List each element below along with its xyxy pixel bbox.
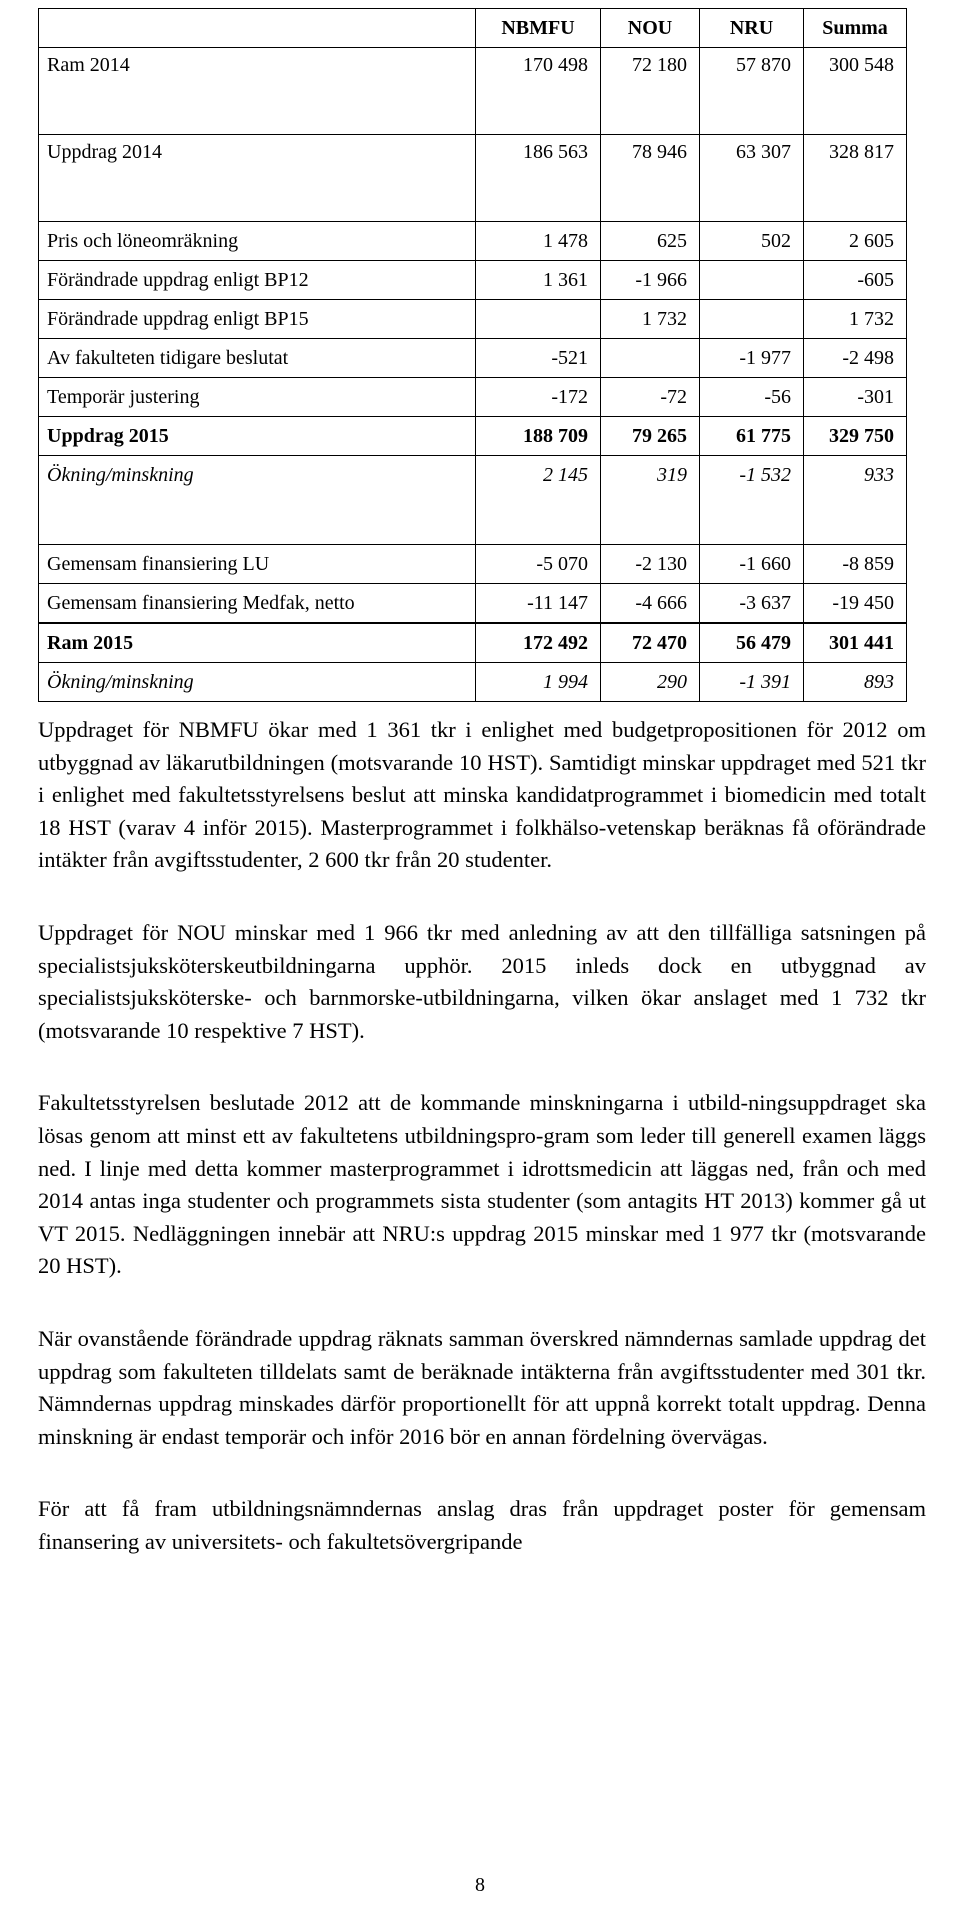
cell-nru: -1 391: [700, 663, 804, 702]
cell-nou: -2 130: [601, 545, 700, 584]
cell-nou: -4 666: [601, 584, 700, 624]
cell-nbmfu: 186 563: [476, 135, 601, 222]
cell-nru: -1 977: [700, 339, 804, 378]
row-label: Gemensam finansiering Medfak, netto: [39, 584, 476, 624]
cell-nbmfu: -5 070: [476, 545, 601, 584]
cell-nru: 63 307: [700, 135, 804, 222]
cell-summa: -2 498: [804, 339, 907, 378]
cell-summa: 893: [804, 663, 907, 702]
header-cell: [39, 9, 476, 48]
cell-nou: 1 732: [601, 300, 700, 339]
row-label: Förändrade uppdrag enligt BP15: [39, 300, 476, 339]
cell-nru: 502: [700, 222, 804, 261]
cell-nbmfu: 188 709: [476, 417, 601, 456]
cell-nou: 319: [601, 456, 700, 545]
row-label: Ökning/minskning: [39, 456, 476, 545]
table-row: [39, 663, 907, 702]
cell-nbmfu: 1 361: [476, 261, 601, 300]
table-row: [39, 584, 907, 624]
cell-summa: 1 732: [804, 300, 907, 339]
row-label: Pris och löneomräkning: [39, 222, 476, 261]
cell-nru: -3 637: [700, 584, 804, 624]
cell-nou: 625: [601, 222, 700, 261]
cell-nou: [601, 339, 700, 378]
cell-nru: -56: [700, 378, 804, 417]
cell-nbmfu: -521: [476, 339, 601, 378]
header-cell: NBMFU: [476, 9, 601, 48]
table-row: [39, 378, 907, 417]
budget-table: [38, 8, 907, 702]
table-row: [39, 48, 907, 135]
table-row: [39, 545, 907, 584]
cell-summa: 2 605: [804, 222, 907, 261]
cell-nou: 290: [601, 663, 700, 702]
table-row: [39, 623, 907, 663]
header-cell: NOU: [601, 9, 700, 48]
paragraph: Fakultetsstyrelsen beslutade 2012 att de kommande minskningarna i utbild-ningsuppdraget ska lösas genom att minst ett av fakultetens utbildningspro-gram som leder till generell examen läggs ned. I linje med detta kommer masterprogrammet i idrottsmedicin att läggas ned, från och med 2014 antas inga studenter och programmets sista studenter (som antagits HT 2013) kommer gå ut VT 2015. Nedläggningen innebär att NRU:s uppdrag 2015 minskar med 1 977 tkr (motsvarande 20 HST).: [38, 1090, 926, 1279]
cell-summa: -19 450: [804, 584, 907, 624]
table-row: [39, 456, 907, 545]
cell-nbmfu: 170 498: [476, 48, 601, 135]
paragraph: När ovanstående förändrade uppdrag räknats samman överskred nämndernas samlade uppdrag det uppdrag som fakulteten tilldelats samt de beräknade intäkterna från avgiftsstudenter med 301 tkr. Nämndernas uppdrag minskades därför proportionellt för att uppnå korrekt totalt uppdrag. Denna minskning är endast temporär och inför 2016 bör en annan fördelning övervägas.: [38, 1325, 926, 1449]
paragraph: Uppdraget för NBMFU ökar med 1 361 tkr i enlighet med budgetpropositionen för 2012 om utbyggnad av läkarutbildningen (motsvarande 10 HST). Samtidigt minskar uppdraget med 521 tkr i enlighet med fakultetsstyrelsens beslut att minska kandidatprogrammet i biomedicin med totalt 18 HST (varav 4 inför 2015). Masterprogrammet i folkhälso-vetenskap beräknas få oförändrade intäkter från avgiftsstudenter, 2 600 tkr från 20 studenter.: [38, 717, 926, 873]
row-label: Uppdrag 2014: [39, 135, 476, 222]
cell-summa: 933: [804, 456, 907, 545]
table-row: [39, 222, 907, 261]
body-text: [38, 714, 926, 1598]
cell-nbmfu: -11 147: [476, 584, 601, 624]
cell-nru: [700, 300, 804, 339]
table-row: [39, 261, 907, 300]
cell-nbmfu: -172: [476, 378, 601, 417]
cell-summa: 301 441: [804, 623, 907, 663]
cell-nou: 78 946: [601, 135, 700, 222]
row-label: Ram 2014: [39, 48, 476, 135]
cell-nou: 72 180: [601, 48, 700, 135]
cell-summa: -8 859: [804, 545, 907, 584]
cell-nou: 72 470: [601, 623, 700, 663]
row-label: Uppdrag 2015: [39, 417, 476, 456]
row-label: Ram 2015: [39, 623, 476, 663]
cell-summa: -301: [804, 378, 907, 417]
cell-nbmfu: 172 492: [476, 623, 601, 663]
paragraph: Uppdraget för NOU minskar med 1 966 tkr med anledning av att den tillfälliga satsningen på specialistsjuksköterskeutbildningarna upphör. 2015 inleds dock en utbyggnad av specialistsjuksköterske- och barnmorske-utbildningarna, vilken ökar anslaget med 1 732 tkr (motsvarande 10 respektive 7 HST).: [38, 919, 926, 1043]
cell-nru: -1 660: [700, 545, 804, 584]
table-row: [39, 417, 907, 456]
cell-summa: 329 750: [804, 417, 907, 456]
cell-nou: -1 966: [601, 261, 700, 300]
header-cell: NRU: [700, 9, 804, 48]
cell-nou: -72: [601, 378, 700, 417]
row-label: Gemensam finansiering LU: [39, 545, 476, 584]
cell-nbmfu: [476, 300, 601, 339]
cell-summa: 328 817: [804, 135, 907, 222]
cell-nru: -1 532: [700, 456, 804, 545]
cell-nru: 61 775: [700, 417, 804, 456]
row-label: Ökning/minskning: [39, 663, 476, 702]
row-label: Förändrade uppdrag enligt BP12: [39, 261, 476, 300]
table-header-row: [39, 9, 907, 48]
cell-nbmfu: 2 145: [476, 456, 601, 545]
cell-summa: 300 548: [804, 48, 907, 135]
page-number: 8: [475, 1874, 485, 1896]
table-row: [39, 339, 907, 378]
cell-nru: [700, 261, 804, 300]
cell-nbmfu: 1 478: [476, 222, 601, 261]
table-row: [39, 135, 907, 222]
row-label: Temporär justering: [39, 378, 476, 417]
cell-summa: -605: [804, 261, 907, 300]
table-row: [39, 300, 907, 339]
paragraph: För att få fram utbildningsnämndernas anslag dras från uppdraget poster för gemensam finansering av universitets- och fakultetsövergripande: [38, 1496, 926, 1554]
cell-nru: 56 479: [700, 623, 804, 663]
cell-nou: 79 265: [601, 417, 700, 456]
cell-nru: 57 870: [700, 48, 804, 135]
header-cell: Summa: [804, 9, 907, 48]
cell-nbmfu: 1 994: [476, 663, 601, 702]
row-label: Av fakulteten tidigare beslutat: [39, 339, 476, 378]
